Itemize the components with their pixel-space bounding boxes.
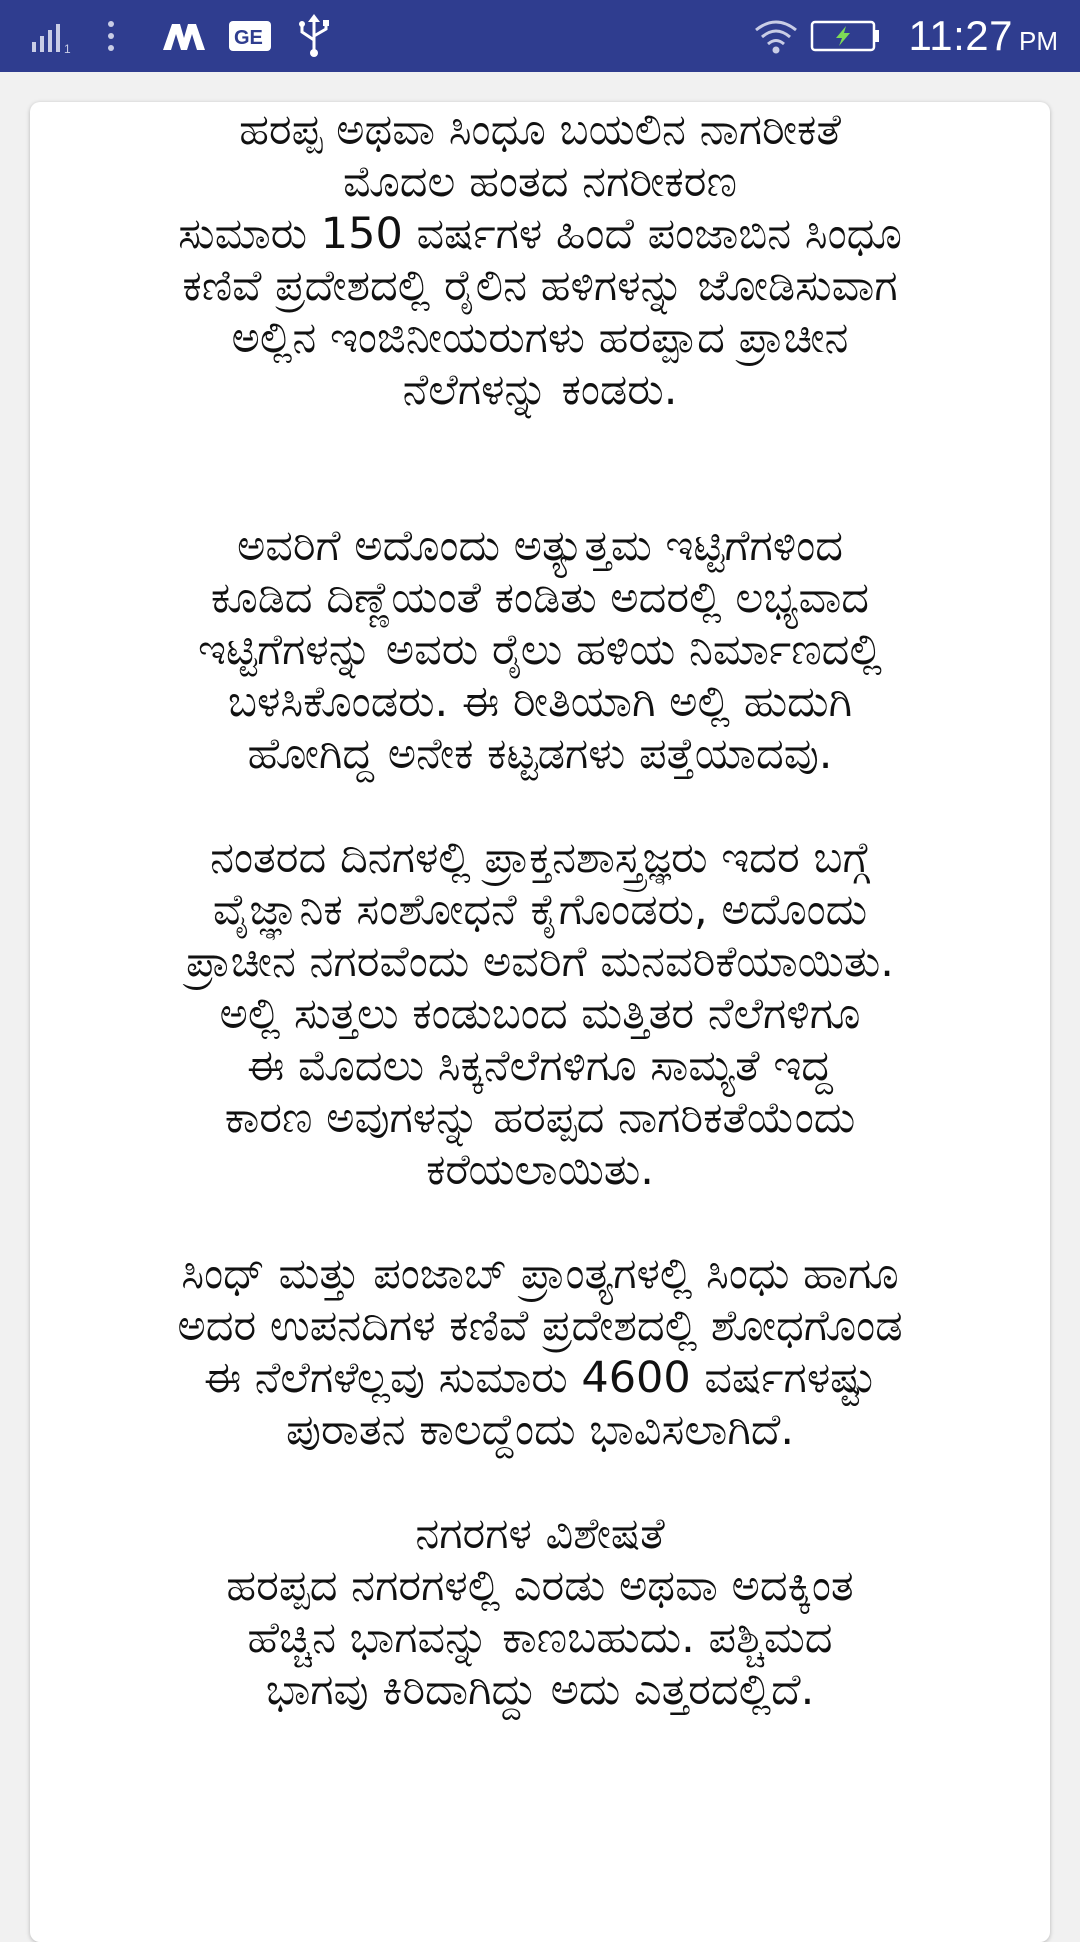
wifi-icon: [752, 14, 800, 58]
article-line: ಹೋಗಿದ್ದ ಅನೇಕ ಕಟ್ಟಡಗಳು ಪತ್ತೆಯಾದವು.: [247, 729, 833, 779]
article-line: ಕಣಿವೆ ಪ್ರದೇಶದಲ್ಲಿ ರೈಲಿನ ಹಳಿಗಳನ್ನು ಜೋಡಿಸುವಾಗ: [182, 261, 898, 311]
blank-line: [34, 416, 1046, 468]
clock-ampm: PM: [1019, 26, 1058, 56]
status-bar: [0, 0, 1080, 72]
clock-time: 11:27: [908, 12, 1013, 59]
article-line: ಸಿಂಧ್ ಮತ್ತು ಪಂಜಾಬ್ ಪ್ರಾಂತ್ಯಗಳಲ್ಲಿ ಸಿಂಧು ಹಾಗೂ: [181, 1249, 899, 1299]
article-line: ಹರಪ್ಪ ಅಥವಾ ಸಿಂಧೂ ಬಯಲಿನ ನಾಗರೀಕತೆ: [239, 105, 841, 155]
article-line: ಈ ಮೊದಲು ಸಿಕ್ಕನೆಲೆಗಳಿಗೂ ಸಾಮ್ಯತೆ ಇದ್ದ: [247, 1041, 833, 1091]
blank-line: [34, 780, 1046, 832]
article-line: ಅವರಿಗೆ ಅದೊಂದು ಅತ್ಯುತ್ತಮ ಇಟ್ಟಿಗೆಗಳಿಂದ: [236, 521, 844, 571]
article-line: ಈ ನೆಲೆಗಳೆಲ್ಲವು ಸುಮಾರು 4600 ವರ್ಷಗಳಷ್ಟು: [203, 1353, 877, 1403]
ge-icon: [228, 14, 272, 58]
article-line: ಪ್ರಾಚೀನ ನಗರವೆಂದು ಅವರಿಗೆ ಮನವರಿಕೆಯಾಯಿತು.: [186, 937, 894, 987]
article-line: ಕರೆಯಲಾಯಿತು.: [426, 1145, 654, 1195]
article-line: ವೈಜ್ಞಾನಿಕ ಸಂಶೋಧನೆ ಕೈಗೊಂಡರು, ಅದೊಂದು: [212, 885, 868, 935]
usb-icon: [294, 14, 334, 58]
article-line: ನೆಲೆಗಳನ್ನು ಕಂಡರು.: [402, 365, 678, 415]
svg-text:1: 1: [64, 42, 71, 54]
battery-charging-icon: [810, 14, 880, 58]
article-text: [30, 102, 1050, 1716]
more-vert-icon: [104, 14, 118, 58]
blank-line: [34, 468, 1046, 520]
article-line: ಕೂಡಿದ ದಿಣ್ಣೆಯಂತೆ ಕಂಡಿತು ಅದರಲ್ಲಿ ಲಭ್ಯವಾದ: [210, 573, 870, 623]
clock: [909, 10, 1059, 62]
app-m-icon: [160, 14, 208, 58]
svg-text:GE: GE: [234, 27, 263, 49]
article-line: ಬಳಸಿಕೊಂಡರು. ಈ ರೀತಿಯಾಗಿ ಅಲ್ಲಿ ಹುದುಗಿ: [227, 677, 853, 727]
article-line: ಕಾರಣ ಅವುಗಳನ್ನು ಹರಪ್ಪದ ನಾಗರಿಕತೆಯೆಂದು: [224, 1093, 856, 1143]
article-line: ಹೆಚ್ಚಿನ ಭಾಗವನ್ನು ಕಾಣಬಹುದು. ಪಶ್ಚಿಮದ: [247, 1613, 833, 1663]
article-card: [30, 102, 1050, 1942]
article-line: ಅಲ್ಲಿನ ಇಂಜಿನೀಯರುಗಳು ಹರಪ್ಪಾದ ಪ್ರಾಚೀನ: [231, 313, 849, 363]
article-line: ನಂತರದ ದಿನಗಳಲ್ಲಿ ಪ್ರಾಕ್ತನಶಾಸ್ತ್ರಜ್ಞರು ಇದರ ಬಗ್ಗೆ: [210, 833, 870, 883]
article-line: ಹರಪ್ಪದ ನಗರಗಳಲ್ಲಿ ಎರಡು ಅಥವಾ ಅದಕ್ಕಿಂತ: [226, 1561, 854, 1611]
article-line: ಭಾಗವು ಕಿರಿದಾಗಿದ್ದು ಅದು ಎತ್ತರದಲ್ಲಿದೆ.: [265, 1665, 815, 1715]
article-line: ಸುಮಾರು 150 ವರ್ಷಗಳ ಹಿಂದೆ ಪಂಜಾಬಿನ ಸಿಂಧೂ: [178, 209, 902, 259]
blank-line: [34, 1456, 1046, 1508]
blank-line: [34, 1196, 1046, 1248]
article-line: ಇಟ್ಟಿಗೆಗಳನ್ನು ಅವರು ರೈಲು ಹಳಿಯ ನಿರ್ಮಾಣದಲ್ಲಿ: [198, 625, 882, 675]
signal-icon: [30, 14, 78, 58]
article-line: ಅಲ್ಲಿ ಸುತ್ತಲು ಕಂಡುಬಂದ ಮತ್ತಿತರ ನೆಲೆಗಳಿಗೂ: [219, 989, 861, 1039]
article-line: ಅದರ ಉಪನದಿಗಳ ಕಣಿವೆ ಪ್ರದೇಶದಲ್ಲಿ ಶೋಧಗೊಂಡ: [177, 1301, 903, 1351]
article-line: ಮೊದಲ ಹಂತದ ನಗರೀಕರಣ: [343, 157, 737, 207]
article-line: ನಗರಗಳ ವಿಶೇಷತೆ: [415, 1509, 665, 1559]
article-line: ಪುರಾತನ ಕಾಲದ್ದೆಂದು ಭಾವಿಸಲಾಗಿದೆ.: [285, 1405, 795, 1455]
